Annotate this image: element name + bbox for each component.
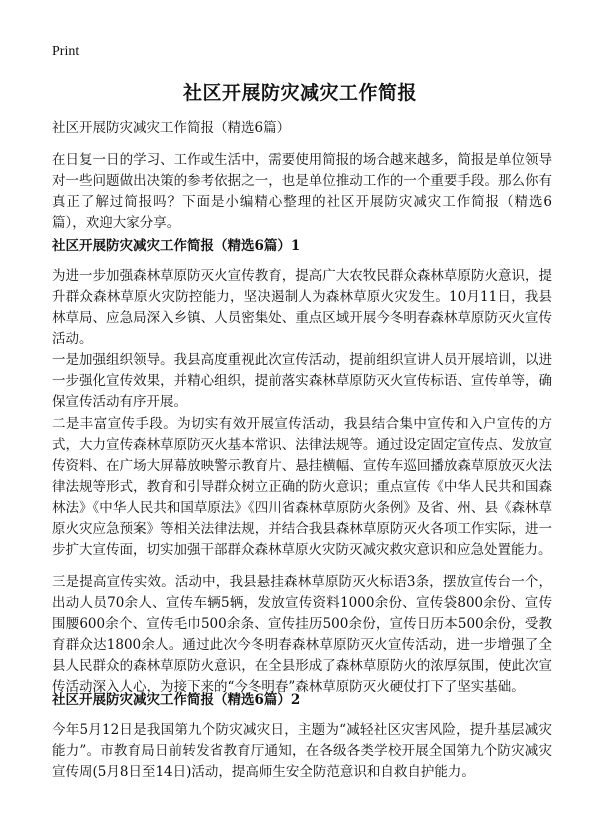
page-title: 社区开展防灾减灾工作简报 [182, 82, 417, 104]
section-1-paragraph-3: 二是丰富宣传手段。为切实有效开展宣传活动，我县结合集中宣传和入户宣传的方式，大力宣传森林草原防灭火基本常识、法律法规等。通过设定固定宣传点、发放宣传资料、在广场大屏幕放映警示教育片、悬挂横幅、宣传车巡回播放森草原放灭火法律法规等形式，教育和引导群众树立正确的防火意识；重点宣传《中华人民共和国森林法》《中华人民共和国草原法》《四川省森林草原防火条例》及省、州、县《森林草原火灾应急预案》等相关法律法规，并结合我县森林草原防灭火各项工作实际，进一步扩大宣传面，切实加强干部群众森林草原火灾防灭减灾救灾意识和应急处置能力。 [52, 416, 552, 558]
section-2-paragraph-1: 今年5月12日是我国第九个防灾减灾日，主题为“减轻社区灾害风险，提升基层减灾能力”。市教育局日前转发省教育厅通知，在各级各类学校开展全国第九个防灾减灾宣传周(5月8日至14日)活动，提高师生安全防范意识和自救自护能力。 [52, 722, 552, 780]
section-heading-2: 社区开展防灾减灾工作简报（精选6篇）2 [52, 692, 301, 708]
print-link[interactable]: Print [52, 44, 80, 59]
section-heading-1: 社区开展防灾减灾工作简报（精选6篇）1 [52, 238, 301, 254]
section-1-paragraph-2: 一是加强组织领导。我县高度重视此次宣传活动，提前组织宣讲人员开展培训，以进一步强化宣传效果，并精心组织，提前落实森林草原防灭火宣传标语、宣传单等，确保宣传活动有序开展。 [52, 352, 552, 410]
section-1-paragraph-4: 三是提高宣传实效。活动中，我县悬挂森林草原防灭火标语3条，摆放宣传台一个，出动人员70余人、宣传车辆5辆，发放宣传资料1000余份、宣传袋800余份、宣传围腰600余个、宣传毛巾500余条、宣传挂历500余份，宣传日历本500余份，受教育群众达1800余人。通过此次今冬明春森林草原防灭火宣传活动，进一步增强了全县人民群众的森林草原防火意识，在全县形成了森林草原防火的浓厚氛围，使此次宣传活动深入人心，为接下来的“今冬明春”森林草原防灭火硬仗打下了坚实基础。 [52, 574, 552, 695]
section-1-paragraph-1: 为进一步加强森林草原防灭火宣传教育，提高广大农牧民群众森林草原防火意识，提升群众森林草原火灾防控能力，坚决遏制人为森林草原火灾发生。10月11日，我县林草局、应急局深入乡镇、人员密集处、重点区域开展今冬明春森林草原防灭火宣传活动。 [52, 268, 552, 347]
article-subtitle: 社区开展防灾减灾工作简报（精选6篇） [52, 120, 291, 136]
intro-paragraph: 在日复一日的学习、工作或生活中，需要使用简报的场合越来越多，简报是单位领导对一些问题做出决策的参考依据之一，也是单位推动工作的一个重要手段。那么你有真正了解过简报吗？下面是小编精心整理的社区开展防灾减灾工作简报（精选6篇），欢迎大家分享。 [52, 152, 552, 231]
